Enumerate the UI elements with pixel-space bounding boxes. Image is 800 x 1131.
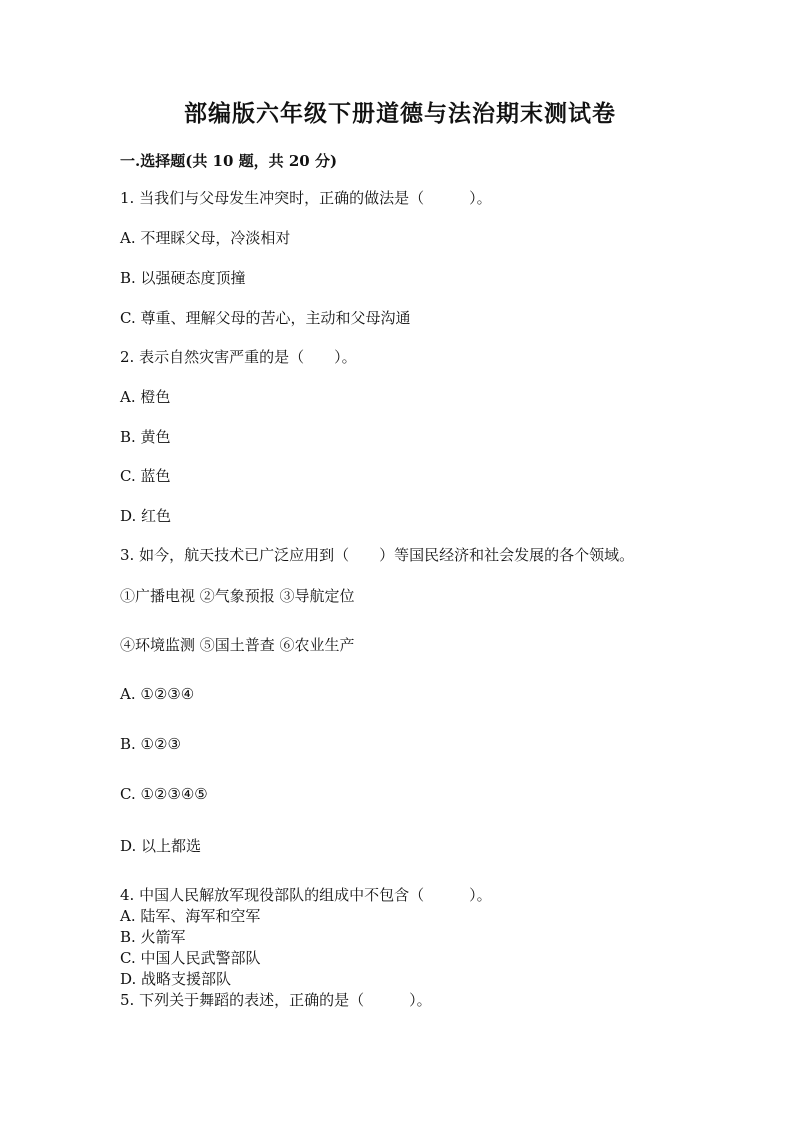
question-2-stem: 2. 表示自然灾害严重的是（ ）。 <box>120 348 357 366</box>
question-2-option-d: D. 红色 <box>120 507 172 525</box>
question-1-option-a: A. 不理睬父母，冷淡相对 <box>120 229 291 247</box>
section-heading: 一.选择题(共 10 题，共 20 分) <box>120 152 338 170</box>
question-2-option-b: B. 黄色 <box>120 428 171 446</box>
question-4-stem: 4. 中国人民解放军现役部队的组成中不包含（ ）。 <box>120 886 492 904</box>
question-2-option-a: A. 橙色 <box>120 388 171 406</box>
question-5-stem: 5. 下列关于舞蹈的表述，正确的是（ ）。 <box>120 991 432 1009</box>
question-3-items-1: ①广播电视 ②气象预报 ③导航定位 <box>120 587 355 605</box>
question-4-option-a: A. 陆军、海军和空军 <box>120 907 261 925</box>
question-2-option-c: C. 蓝色 <box>120 467 171 485</box>
question-1-stem: 1. 当我们与父母发生冲突时，正确的做法是（ ）。 <box>120 189 492 207</box>
question-3-option-a: A. ①②③④ <box>120 685 195 703</box>
question-3-stem: 3. 如今，航天技术已广泛应用到（ ）等国民经济和社会发展的各个领域。 <box>120 546 635 564</box>
question-4-option-b: B. 火箭军 <box>120 928 186 946</box>
question-3-option-d: D. 以上都选 <box>120 837 202 855</box>
question-4-option-d: D. 战略支援部队 <box>120 970 232 988</box>
question-1-option-b: B. 以强硬态度顶撞 <box>120 269 246 287</box>
question-3-option-b: B. ①②③ <box>120 735 181 753</box>
question-3-items-2: ④环境监测 ⑤国土普查 ⑥农业生产 <box>120 636 355 654</box>
question-4-option-c: C. 中国人民武警部队 <box>120 949 261 967</box>
question-3-option-c: C. ①②③④⑤ <box>120 785 208 803</box>
document-title: 部编版六年级下册道德与法治期末测试卷 <box>184 100 616 127</box>
question-1-option-c: C. 尊重、理解父母的苦心，主动和父母沟通 <box>120 309 411 327</box>
